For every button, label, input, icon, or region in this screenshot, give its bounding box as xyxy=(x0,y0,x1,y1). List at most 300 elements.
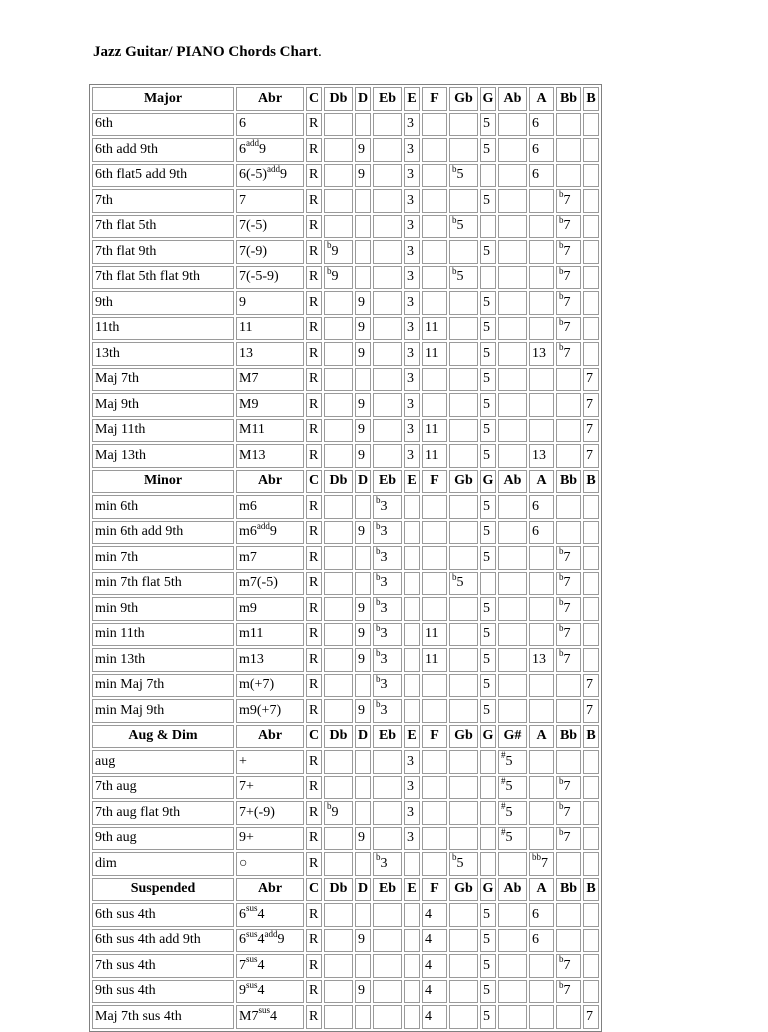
note-cell: $^b$3 xyxy=(373,648,402,672)
note-cell xyxy=(449,827,478,851)
chord-name: 6th add 9th xyxy=(92,138,234,162)
note-cell xyxy=(373,164,402,188)
section-title: Aug & Dim xyxy=(92,725,234,749)
note-cell xyxy=(324,495,353,519)
note-cell xyxy=(355,674,371,698)
note-cell xyxy=(324,929,353,953)
column-header: Eb xyxy=(373,725,402,749)
note-cell: 5 xyxy=(480,291,496,315)
note-cell xyxy=(373,954,402,978)
note-cell xyxy=(498,597,527,621)
note-cell xyxy=(449,240,478,264)
note-cell xyxy=(529,827,554,851)
note-cell xyxy=(373,215,402,239)
note-cell xyxy=(529,699,554,723)
note-cell: $^b$5 xyxy=(449,164,478,188)
note-cell: 5 xyxy=(480,1005,496,1029)
note-cell: R xyxy=(306,954,322,978)
note-cell xyxy=(449,1005,478,1029)
column-header: C xyxy=(306,725,322,749)
note-cell: 3 xyxy=(404,419,420,443)
note-cell: $^b$7 xyxy=(556,240,581,264)
note-cell xyxy=(373,240,402,264)
note-cell: 5 xyxy=(480,189,496,213)
note-cell xyxy=(355,852,371,876)
note-cell xyxy=(404,495,420,519)
note-cell: $^b$5 xyxy=(449,215,478,239)
chord-abbreviation: $7^{sus}4$ xyxy=(236,954,304,978)
note-cell: R xyxy=(306,699,322,723)
table-row xyxy=(92,368,599,392)
note-cell: 5 xyxy=(480,648,496,672)
note-cell xyxy=(556,852,581,876)
note-cell xyxy=(556,444,581,468)
note-cell: 9 xyxy=(355,419,371,443)
chord-abbreviation: 7(-5-9) xyxy=(236,266,304,290)
note-cell xyxy=(422,189,447,213)
note-cell: 6 xyxy=(529,495,554,519)
column-header: Bb xyxy=(556,470,581,494)
note-cell xyxy=(355,189,371,213)
note-cell: 7 xyxy=(583,674,599,698)
note-cell: 3 xyxy=(404,240,420,264)
note-cell xyxy=(449,113,478,137)
note-cell: R xyxy=(306,291,322,315)
note-cell: 9 xyxy=(355,827,371,851)
note-cell: 5 xyxy=(480,444,496,468)
column-header: A xyxy=(529,725,554,749)
note-cell: 9 xyxy=(355,342,371,366)
note-cell xyxy=(404,572,420,596)
section-header-row xyxy=(92,878,599,902)
note-cell: $^b$5 xyxy=(449,852,478,876)
note-cell: $^b$3 xyxy=(373,699,402,723)
note-cell: R xyxy=(306,980,322,1004)
note-cell xyxy=(449,623,478,647)
note-cell xyxy=(373,317,402,341)
note-cell xyxy=(422,699,447,723)
note-cell: 13 xyxy=(529,342,554,366)
superscript: b xyxy=(559,342,564,353)
chord-abbreviation: $6(-5)^{add}9$ xyxy=(236,164,304,188)
note-cell xyxy=(422,546,447,570)
column-header: C xyxy=(306,470,322,494)
column-header: Abr xyxy=(236,87,304,111)
note-cell: $^b$7 xyxy=(556,572,581,596)
note-cell xyxy=(355,495,371,519)
table-row xyxy=(92,572,599,596)
chord-abbreviation: m9(+7) xyxy=(236,699,304,723)
note-cell xyxy=(355,903,371,927)
column-header: B xyxy=(583,87,599,111)
note-cell xyxy=(324,699,353,723)
column-header: E xyxy=(404,878,420,902)
note-cell xyxy=(583,546,599,570)
note-cell xyxy=(449,750,478,774)
chord-name: min 6th xyxy=(92,495,234,519)
column-header: G xyxy=(480,87,496,111)
note-cell xyxy=(449,546,478,570)
chord-name: 9th xyxy=(92,291,234,315)
note-cell xyxy=(498,444,527,468)
chord-abbreviation: $M7^{sus}4$ xyxy=(236,1005,304,1029)
note-cell xyxy=(529,266,554,290)
note-cell xyxy=(404,521,420,545)
superscript: sus xyxy=(258,1005,270,1016)
note-cell xyxy=(583,572,599,596)
column-header: A xyxy=(529,470,554,494)
note-cell: 6 xyxy=(529,138,554,162)
superscript: b xyxy=(559,826,564,837)
note-cell xyxy=(556,521,581,545)
note-cell xyxy=(498,546,527,570)
table-row xyxy=(92,980,599,1004)
note-cell: #5 xyxy=(498,827,527,851)
note-cell: $^{bb}$7 xyxy=(529,852,554,876)
note-cell xyxy=(324,980,353,1004)
table-row xyxy=(92,954,599,978)
note-cell xyxy=(449,521,478,545)
note-cell xyxy=(422,776,447,800)
note-cell: 3 xyxy=(404,317,420,341)
note-cell xyxy=(324,546,353,570)
column-header: D xyxy=(355,878,371,902)
note-cell: $^b$5 xyxy=(449,266,478,290)
note-cell xyxy=(324,138,353,162)
superscript: b xyxy=(376,622,381,633)
note-cell xyxy=(324,444,353,468)
note-cell xyxy=(404,597,420,621)
table-row xyxy=(92,801,599,825)
note-cell xyxy=(373,138,402,162)
column-header: Eb xyxy=(373,470,402,494)
chord-abbreviation: $6^{sus}4$ xyxy=(236,903,304,927)
column-header: Ab xyxy=(498,87,527,111)
note-cell: 7 xyxy=(583,444,599,468)
note-cell xyxy=(422,368,447,392)
chord-name: 7th xyxy=(92,189,234,213)
note-cell xyxy=(449,495,478,519)
note-cell: $^b$7 xyxy=(556,801,581,825)
column-header: G# xyxy=(498,725,527,749)
note-cell xyxy=(480,827,496,851)
note-cell xyxy=(373,750,402,774)
note-cell xyxy=(556,750,581,774)
column-header: D xyxy=(355,725,371,749)
chord-chart-table xyxy=(89,84,602,1032)
note-cell: R xyxy=(306,623,322,647)
note-cell xyxy=(480,572,496,596)
note-cell xyxy=(480,266,496,290)
note-cell xyxy=(529,674,554,698)
note-cell: 5 xyxy=(480,368,496,392)
note-cell xyxy=(404,699,420,723)
note-cell: 5 xyxy=(480,597,496,621)
note-cell xyxy=(324,776,353,800)
note-cell xyxy=(422,495,447,519)
note-cell xyxy=(324,597,353,621)
note-cell: 9 xyxy=(355,929,371,953)
section-title: Suspended xyxy=(92,878,234,902)
column-header: Ab xyxy=(498,878,527,902)
note-cell xyxy=(583,189,599,213)
note-cell: 5 xyxy=(480,954,496,978)
note-cell xyxy=(449,342,478,366)
table-row xyxy=(92,827,599,851)
superscript: b xyxy=(376,495,381,506)
note-cell xyxy=(373,929,402,953)
note-cell xyxy=(422,827,447,851)
chord-name: aug xyxy=(92,750,234,774)
column-header: Db xyxy=(324,87,353,111)
chord-name: 7th aug flat 9th xyxy=(92,801,234,825)
note-cell: 5 xyxy=(480,521,496,545)
note-cell: 11 xyxy=(422,623,447,647)
superscript: sus xyxy=(246,903,258,914)
note-cell: 4 xyxy=(422,980,447,1004)
note-cell xyxy=(583,138,599,162)
note-cell xyxy=(498,138,527,162)
note-cell: R xyxy=(306,189,322,213)
note-cell: 5 xyxy=(480,495,496,519)
note-cell: $^b$7 xyxy=(556,623,581,647)
note-cell xyxy=(324,648,353,672)
superscript: add xyxy=(264,928,278,939)
column-header: B xyxy=(583,878,599,902)
title-period: . xyxy=(318,44,322,60)
note-cell: R xyxy=(306,674,322,698)
column-header: E xyxy=(404,725,420,749)
note-cell xyxy=(355,1005,371,1029)
table-row xyxy=(92,750,599,774)
column-header: A xyxy=(529,878,554,902)
superscript: b xyxy=(376,648,381,659)
note-cell: 9 xyxy=(355,597,371,621)
note-cell xyxy=(556,929,581,953)
column-header: B xyxy=(583,470,599,494)
note-cell xyxy=(373,419,402,443)
chord-name: 7th flat 5th xyxy=(92,215,234,239)
note-cell xyxy=(583,495,599,519)
chord-name: 11th xyxy=(92,317,234,341)
note-cell: 5 xyxy=(480,113,496,137)
note-cell: 6 xyxy=(529,113,554,137)
note-cell xyxy=(404,648,420,672)
table-row xyxy=(92,674,599,698)
section-title: Major xyxy=(92,87,234,111)
note-cell xyxy=(324,521,353,545)
superscript: b xyxy=(559,648,564,659)
note-cell xyxy=(556,699,581,723)
note-cell xyxy=(449,954,478,978)
note-cell xyxy=(498,317,527,341)
note-cell: R xyxy=(306,342,322,366)
chord-abbreviation: 7 xyxy=(236,189,304,213)
note-cell: R xyxy=(306,597,322,621)
note-cell: R xyxy=(306,903,322,927)
note-cell xyxy=(422,138,447,162)
note-cell: 5 xyxy=(480,342,496,366)
note-cell xyxy=(583,801,599,825)
note-cell: R xyxy=(306,138,322,162)
note-cell: 4 xyxy=(422,929,447,953)
note-cell: 9 xyxy=(355,623,371,647)
note-cell: 13 xyxy=(529,648,554,672)
column-header: G xyxy=(480,470,496,494)
chord-abbreviation: M11 xyxy=(236,419,304,443)
chord-name: 9th aug xyxy=(92,827,234,851)
chord-abbreviation: m7(-5) xyxy=(236,572,304,596)
note-cell xyxy=(583,623,599,647)
superscript: b xyxy=(452,214,457,225)
note-cell: $^b$7 xyxy=(556,215,581,239)
note-cell xyxy=(498,954,527,978)
column-header: C xyxy=(306,87,322,111)
table-row xyxy=(92,929,599,953)
superscript: # xyxy=(501,826,506,837)
note-cell: 6 xyxy=(529,929,554,953)
chord-abbreviation: 11 xyxy=(236,317,304,341)
note-cell xyxy=(422,801,447,825)
note-cell xyxy=(556,113,581,137)
note-cell: 3 xyxy=(404,827,420,851)
column-header: Db xyxy=(324,470,353,494)
column-header: F xyxy=(422,470,447,494)
chord-abbreviation: $6^{add}9$ xyxy=(236,138,304,162)
note-cell xyxy=(373,291,402,315)
note-cell xyxy=(422,113,447,137)
note-cell: $^b$7 xyxy=(556,317,581,341)
column-header: Abr xyxy=(236,470,304,494)
note-cell: $^b$3 xyxy=(373,623,402,647)
note-cell: 7 xyxy=(583,1005,599,1029)
note-cell xyxy=(373,980,402,1004)
note-cell: 5 xyxy=(480,699,496,723)
superscript: sus xyxy=(246,928,258,939)
note-cell xyxy=(583,852,599,876)
table-row xyxy=(92,597,599,621)
table-row xyxy=(92,317,599,341)
note-cell xyxy=(449,648,478,672)
note-cell xyxy=(355,801,371,825)
note-cell: 3 xyxy=(404,776,420,800)
note-cell xyxy=(498,291,527,315)
note-cell xyxy=(498,903,527,927)
note-cell xyxy=(498,521,527,545)
page-title xyxy=(93,44,322,61)
note-cell xyxy=(498,648,527,672)
note-cell xyxy=(498,929,527,953)
superscript: b xyxy=(327,240,332,251)
table-row xyxy=(92,903,599,927)
note-cell xyxy=(529,546,554,570)
note-cell: 5 xyxy=(480,980,496,1004)
column-header: Db xyxy=(324,725,353,749)
chord-name: min 11th xyxy=(92,623,234,647)
superscript: b xyxy=(327,801,332,812)
note-cell: 5 xyxy=(480,903,496,927)
note-cell: 5 xyxy=(480,674,496,698)
chord-name: min 6th add 9th xyxy=(92,521,234,545)
note-cell xyxy=(422,597,447,621)
note-cell xyxy=(404,903,420,927)
note-cell xyxy=(498,189,527,213)
column-header: Gb xyxy=(449,878,478,902)
superscript: b xyxy=(559,597,564,608)
table-row xyxy=(92,852,599,876)
note-cell xyxy=(404,674,420,698)
note-cell xyxy=(324,623,353,647)
table-row xyxy=(92,291,599,315)
superscript: b xyxy=(559,189,564,200)
note-cell: 9 xyxy=(355,444,371,468)
chord-name: Maj 11th xyxy=(92,419,234,443)
superscript: b xyxy=(559,775,564,786)
column-header: Db xyxy=(324,878,353,902)
chord-abbreviation: M7 xyxy=(236,368,304,392)
chord-name: 7th sus 4th xyxy=(92,954,234,978)
note-cell: $^b$7 xyxy=(556,546,581,570)
superscript: b xyxy=(559,240,564,251)
note-cell xyxy=(498,342,527,366)
note-cell xyxy=(355,750,371,774)
note-cell xyxy=(324,1005,353,1029)
note-cell xyxy=(583,648,599,672)
column-header: F xyxy=(422,725,447,749)
chord-abbreviation: 9+ xyxy=(236,827,304,851)
table-row xyxy=(92,776,599,800)
note-cell xyxy=(422,521,447,545)
column-header: F xyxy=(422,87,447,111)
superscript: # xyxy=(501,750,506,761)
note-cell xyxy=(422,393,447,417)
note-cell xyxy=(373,444,402,468)
note-cell xyxy=(449,291,478,315)
note-cell xyxy=(449,699,478,723)
note-cell: 5 xyxy=(480,929,496,953)
note-cell: R xyxy=(306,393,322,417)
note-cell: $^b$7 xyxy=(556,980,581,1004)
note-cell xyxy=(556,368,581,392)
superscript: sus xyxy=(246,979,258,990)
chord-name: min Maj 7th xyxy=(92,674,234,698)
note-cell: 3 xyxy=(404,801,420,825)
chord-name: 13th xyxy=(92,342,234,366)
note-cell xyxy=(529,419,554,443)
table-row xyxy=(92,1005,599,1029)
note-cell: #5 xyxy=(498,776,527,800)
chord-abbreviation: 9 xyxy=(236,291,304,315)
note-cell: $^b$3 xyxy=(373,674,402,698)
note-cell: 3 xyxy=(404,750,420,774)
note-cell xyxy=(529,189,554,213)
table-row xyxy=(92,495,599,519)
superscript: b xyxy=(559,214,564,225)
column-header: Eb xyxy=(373,878,402,902)
note-cell xyxy=(422,674,447,698)
note-cell xyxy=(529,623,554,647)
note-cell xyxy=(449,317,478,341)
note-cell: R xyxy=(306,648,322,672)
chord-name: Maj 13th xyxy=(92,444,234,468)
table-row xyxy=(92,444,599,468)
chord-name: 7th aug xyxy=(92,776,234,800)
note-cell: R xyxy=(306,776,322,800)
superscript: b xyxy=(452,571,457,582)
chord-name: min 7th xyxy=(92,546,234,570)
note-cell xyxy=(529,980,554,1004)
note-cell: 7 xyxy=(583,393,599,417)
